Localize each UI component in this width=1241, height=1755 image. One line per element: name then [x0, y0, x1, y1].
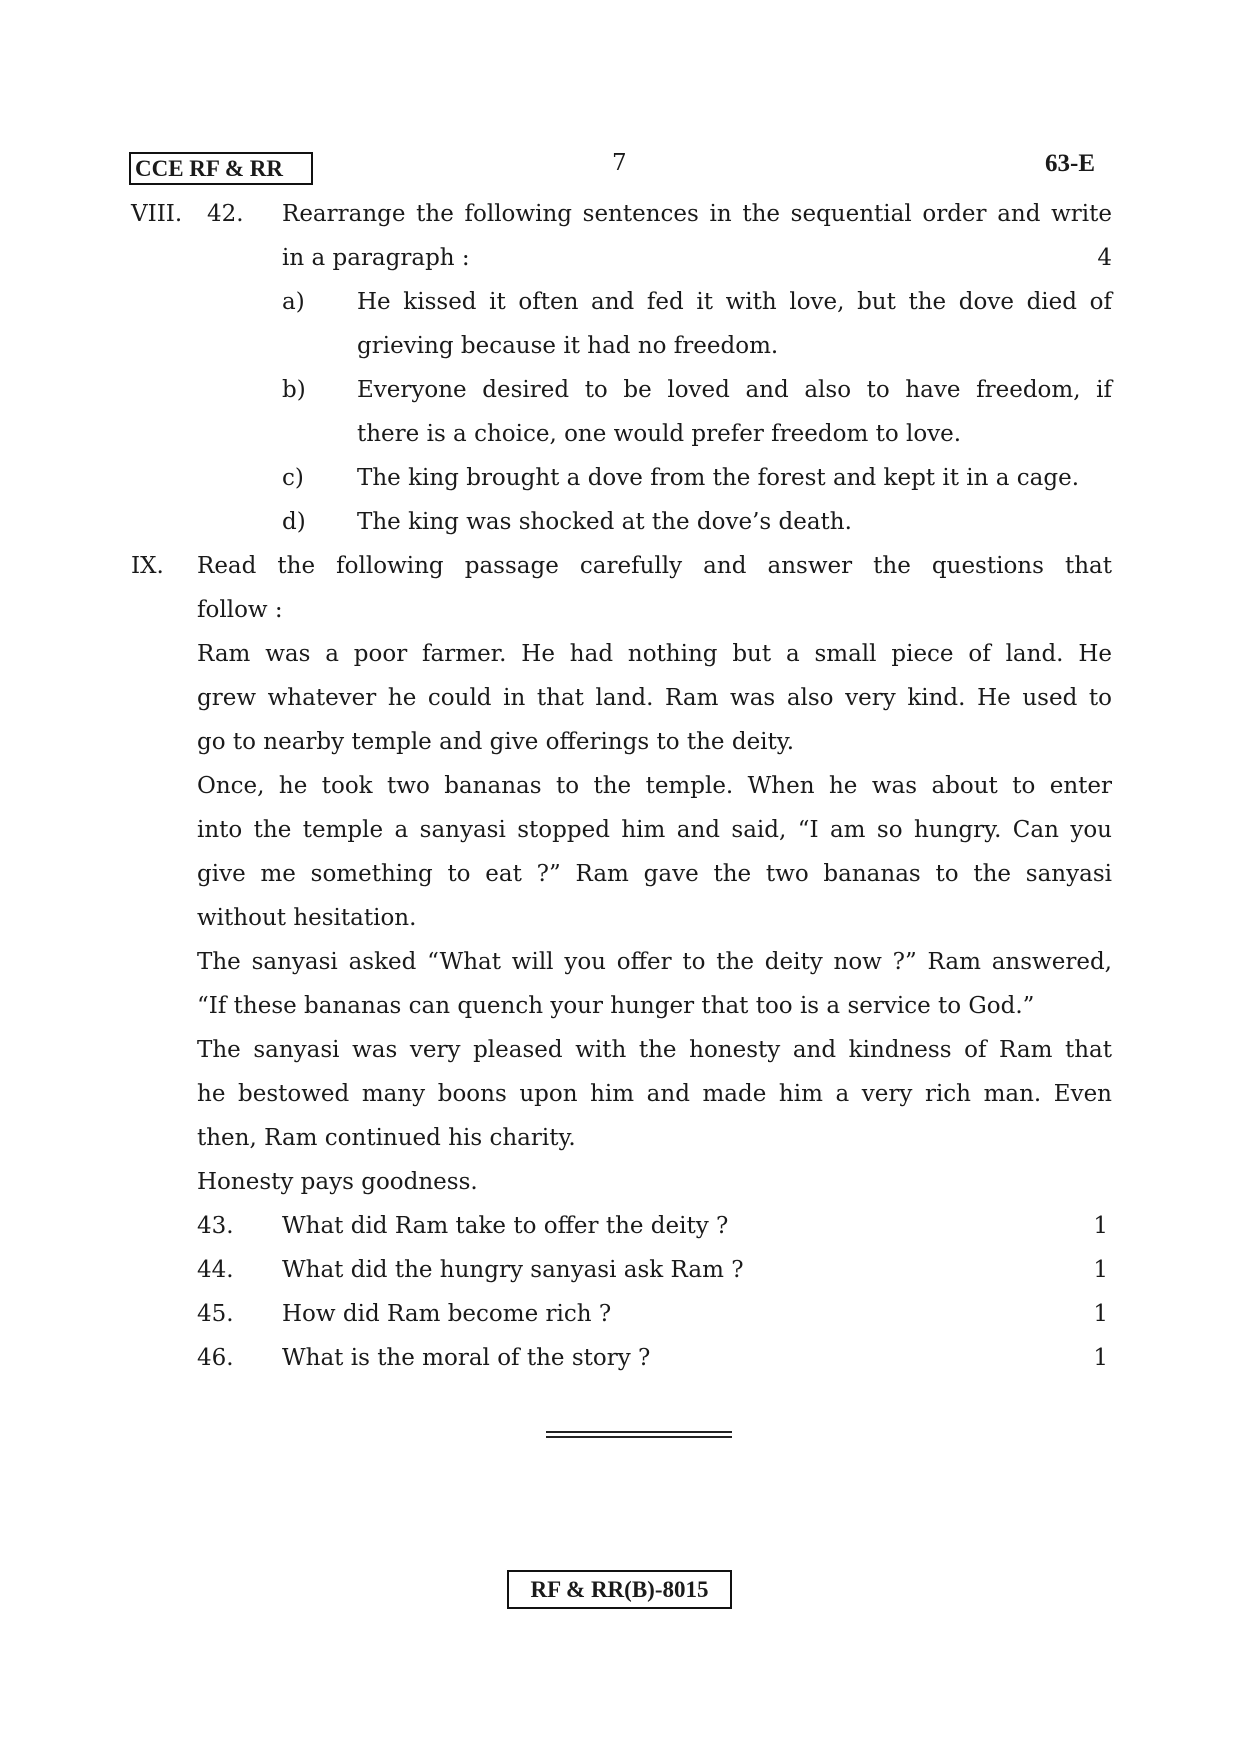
end-rule-top	[546, 1431, 732, 1433]
item-b-label: b)	[282, 377, 306, 403]
passage-line: Ram was a poor farmer. He had nothing but a small piece of land. He	[197, 641, 1112, 667]
passage-line: Once, he took two bananas to the temple. When he was about to enter	[197, 773, 1112, 799]
passage-line: grew whatever he could in that land. Ram was also very kind. He used to	[197, 685, 1112, 711]
passage-line: without hesitation.	[197, 905, 417, 931]
passage-line: The sanyasi asked “What will you offer to the deity now ?” Ram answered,	[197, 949, 1112, 975]
item-c-line1: The king brought a dove from the forest and kept it in a cage.	[357, 465, 1080, 491]
end-rule-bottom	[546, 1436, 732, 1438]
footer-code-box: RF & RR(B)-8015	[507, 1570, 732, 1609]
item-b-line2: there is a choice, one would prefer freedom to love.	[357, 421, 962, 447]
question-46-text: What is the moral of the story ?	[282, 1345, 651, 1371]
question-44-marks: 1	[1093, 1257, 1108, 1283]
paper-code: 63-E	[1045, 150, 1095, 177]
item-d-line1: The king was shocked at the dove’s death.	[357, 509, 852, 535]
item-b-line1: Everyone desired to be loved and also to have freedom, if	[357, 377, 1112, 403]
question-45-number: 45.	[197, 1301, 234, 1327]
question-43-number: 43.	[197, 1213, 234, 1239]
question-42-marks: 4	[1097, 245, 1112, 271]
question-45-text: How did Ram become rich ?	[282, 1301, 612, 1327]
question-45-marks: 1	[1093, 1301, 1108, 1327]
question-43-text: What did Ram take to offer the deity ?	[282, 1213, 729, 1239]
question-42-instruction-line1: Rearrange the following sentences in the sequential order and write	[282, 201, 1112, 227]
passage-line: go to nearby temple and give offerings to the deity.	[197, 729, 795, 755]
section-ix-instruction-line2: follow :	[197, 597, 283, 623]
passage-line: then, Ram continued his charity.	[197, 1125, 576, 1151]
passage-line: “If these bananas can quench your hunger that too is a service to God.”	[197, 993, 1035, 1019]
question-44-text: What did the hungry sanyasi ask Ram ?	[282, 1257, 744, 1283]
page-number: 7	[612, 150, 627, 176]
header-subject-box: CCE RF & RR	[129, 152, 313, 185]
question-42-instruction-line2: in a paragraph :	[282, 245, 470, 271]
section-ix-roman: IX.	[131, 553, 164, 579]
passage-line: give me something to eat ?” Ram gave the two bananas to the sanyasi	[197, 861, 1112, 887]
passage-line: he bestowed many boons upon him and made him a very rich man. Even	[197, 1081, 1112, 1107]
question-43-marks: 1	[1093, 1213, 1108, 1239]
passage-line: The sanyasi was very pleased with the honesty and kindness of Ram that	[197, 1037, 1112, 1063]
section-viii-roman: VIII.	[131, 201, 183, 227]
question-44-number: 44.	[197, 1257, 234, 1283]
item-a-line1: He kissed it often and fed it with love, but the dove died of	[357, 289, 1112, 315]
item-a-label: a)	[282, 289, 305, 315]
item-a-line2: grieving because it had no freedom.	[357, 333, 779, 359]
passage-line: Honesty pays goodness.	[197, 1169, 478, 1195]
question-46-number: 46.	[197, 1345, 234, 1371]
question-46-marks: 1	[1093, 1345, 1108, 1371]
item-d-label: d)	[282, 509, 306, 535]
question-42-number: 42.	[207, 201, 244, 227]
item-c-label: c)	[282, 465, 304, 491]
section-ix-instruction-line1: Read the following passage carefully and answer the questions that	[197, 553, 1112, 579]
passage-line: into the temple a sanyasi stopped him and said, “I am so hungry. Can you	[197, 817, 1112, 843]
